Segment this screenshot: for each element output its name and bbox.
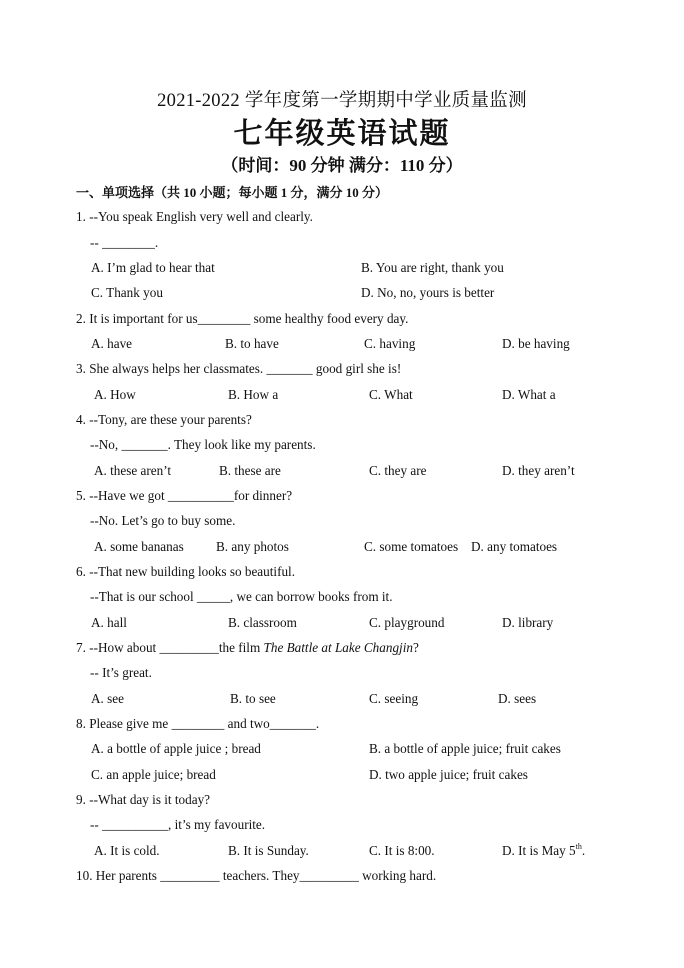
question-8-stem: 8. Please give me ________ and two_______. — [76, 716, 320, 731]
question-1-option-c[interactable]: C. Thank you — [91, 285, 163, 300]
question-1-stem: 1. --You speak English very well and clearly. — [76, 209, 313, 224]
question-3-option-b[interactable]: B. How a — [228, 387, 279, 402]
question-8-option-c[interactable]: C. an apple juice; bread — [91, 767, 216, 782]
question-7-stem: 7. --How about _________the film The Battle at Lake Changjin? — [76, 640, 419, 655]
question-7-option-d[interactable]: D. sees — [498, 691, 537, 706]
question-4-option-d[interactable]: D. they aren’t — [502, 463, 575, 478]
ordinal-suffix: th — [575, 842, 582, 851]
question-10-stem: 10. Her parents _________ teachers. They_________ working hard. — [76, 868, 437, 883]
exam-title: 七年级英语试题 — [233, 118, 451, 150]
question-4-option-a[interactable]: A. these aren’t — [94, 463, 172, 478]
question-9-stem: 9. --What day is it today? — [76, 792, 211, 807]
question-2-option-b[interactable]: B. to have — [225, 336, 279, 351]
question-9-option-b[interactable]: B. It is Sunday. — [228, 843, 309, 858]
question-9-option-a[interactable]: A. It is cold. — [94, 843, 160, 858]
question-7-option-c[interactable]: C. seeing — [369, 691, 419, 706]
question-5-option-a[interactable]: A. some bananas — [94, 539, 184, 554]
question-7-option-a[interactable]: A. see — [91, 691, 124, 706]
question-9-reply: -- __________, it’s my favourite. — [90, 817, 266, 832]
question-4-option-b[interactable]: B. these are — [219, 463, 281, 478]
question-2-option-a[interactable]: A. have — [91, 336, 133, 351]
question-7-option-b[interactable]: B. to see — [230, 691, 276, 706]
question-3-option-c[interactable]: C. What — [369, 387, 413, 402]
question-3-stem: 3. She always helps her classmates. _______ good girl she is! — [76, 361, 402, 376]
exam-header: 2021-2022 学年度第一学期期中学业质量监测 — [157, 91, 527, 111]
question-1-option-d[interactable]: D. No, no, yours is better — [361, 285, 495, 300]
section-heading: 一、单项选择（共 10 小题；每小题 1 分，满分 10 分） — [76, 185, 389, 200]
question-5-stem: 5. --Have we got __________for dinner? — [76, 488, 293, 503]
question-1-reply: -- ________. — [90, 235, 159, 250]
question-1-option-b[interactable]: B. You are right, thank you — [361, 260, 504, 275]
question-6-reply: --That is our school _____, we can borrow books from it. — [90, 589, 393, 604]
question-6-stem: 6. --That new building looks so beautiful. — [76, 564, 296, 579]
question-8-option-d[interactable]: D. two apple juice; fruit cakes — [369, 767, 528, 782]
question-5-option-c[interactable]: C. some tomatoes — [364, 539, 459, 554]
film-title: The Battle at Lake Changjin — [263, 640, 413, 655]
question-6-option-b[interactable]: B. classroom — [228, 615, 297, 630]
question-4-stem: 4. --Tony, are these your parents? — [76, 412, 252, 427]
question-3-option-a[interactable]: A. How — [94, 387, 136, 402]
question-3-option-d[interactable]: D. What a — [502, 387, 556, 402]
question-4-option-c[interactable]: C. they are — [369, 463, 427, 478]
question-9-option-c[interactable]: C. It is 8:00. — [369, 843, 435, 858]
question-6-option-c[interactable]: C. playground — [369, 615, 445, 630]
question-8-option-b[interactable]: B. a bottle of apple juice; fruit cakes — [369, 741, 561, 756]
question-2-stem: 2. It is important for us________ some healthy food every day. — [76, 311, 409, 326]
question-5-option-b[interactable]: B. any photos — [216, 539, 289, 554]
question-2-option-c[interactable]: C. having — [364, 336, 416, 351]
question-7-reply: -- It’s great. — [90, 665, 152, 680]
question-6-option-d[interactable]: D. library — [502, 615, 554, 630]
question-6-option-a[interactable]: A. hall — [91, 615, 127, 630]
exam-time-score: （时间：90 分钟 满分：110 分） — [221, 156, 463, 175]
question-4-reply: --No, _______. They look like my parents. — [90, 437, 316, 452]
question-5-option-d[interactable]: D. any tomatoes — [471, 539, 558, 554]
question-9-option-d[interactable]: D. It is May 5th. — [502, 842, 586, 858]
question-8-option-a[interactable]: A. a bottle of apple juice ; bread — [91, 741, 261, 756]
question-1-option-a[interactable]: A. I’m glad to hear that — [91, 260, 215, 275]
question-5-reply: --No. Let’s go to buy some. — [90, 513, 236, 528]
question-2-option-d[interactable]: D. be having — [502, 336, 570, 351]
